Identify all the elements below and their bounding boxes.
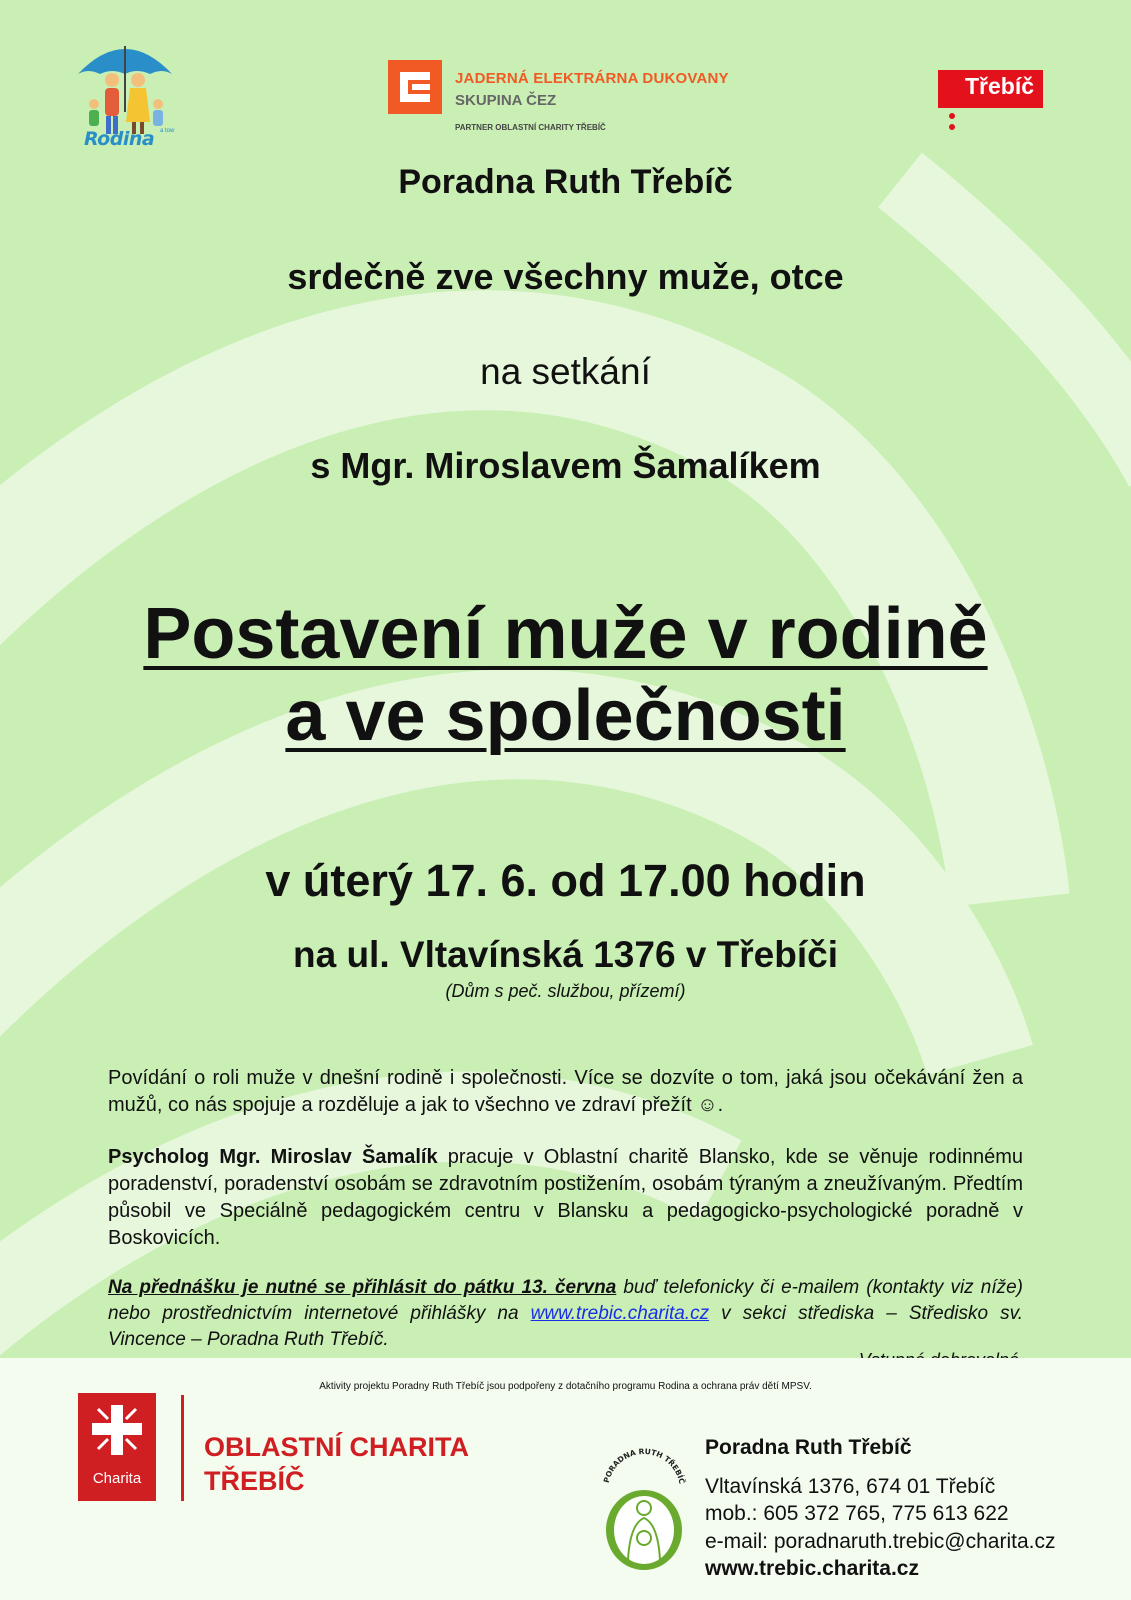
registration-deadline: Na přednášku je nutné se přihlásit do pátku 13. června [108, 1277, 617, 1298]
rodina-logo-superscript: a tow [160, 128, 175, 134]
speaker-bio-text: pracuje v Oblastní charitě Blansko, kde se věnuje rodinnému poradenství, poradenství osobám se zdravotním postižením, osobám týraným a zneužívaným. Předtím působil ve Speciálně pedagogickém centru v Blansku a pedagogicko-psychologické poradně v Boskovicích. [108, 1146, 1023, 1249]
contact-website[interactable]: www.trebic.charita.cz [705, 1557, 919, 1580]
registration-paragraph [108, 1275, 1023, 1353]
contact-email[interactable]: e-mail: poradnaruth.trebic@charita.cz [705, 1530, 1056, 1553]
cez-logo-icon [388, 60, 442, 114]
charita-name-line2: TŘEBÍČ [204, 1466, 305, 1496]
meeting-line: na setkání [480, 351, 651, 392]
cez-logo-line1: JADERNÁ ELEKTRÁRNA DUKOVANY [455, 70, 729, 87]
registration-text-end: v sekci střediska – Středisko sv. Vincence – Poradna Ruth Třebíč. [108, 1303, 1023, 1350]
speaker-line: s Mgr. Miroslavem Šamalíkem [310, 445, 821, 486]
place-line: na ul. Vltavínská 1376 v Třebíči [293, 934, 838, 975]
date-line: v úterý 17. 6. od 17.00 hodin [265, 855, 866, 906]
description-paragraph: Povídání o roli muže v dnešní rodině i společnosti. Více se dozvíte o tom, jaká jsou očekávání žen a mužů, co nás spojuje a rozděluje a jak to všechno ve zdraví přežít ☺. [108, 1067, 1023, 1116]
support-note: Aktivity projektu Poradny Ruth Třebíč jsou podpořeny z dotačního programu Rodina a ochrana práv dětí MPSV. [319, 1381, 812, 1392]
charita-cross-icon [78, 1393, 156, 1463]
organizer-heading: Poradna Ruth Třebíč [398, 163, 733, 201]
rodina-logo-text: Rodina [84, 128, 155, 150]
ruth-logo-text: PORADNA RUTH TŘEBÍČ [601, 1446, 687, 1485]
poradna-ruth-logo [598, 1442, 690, 1572]
trebic-dot-icon [949, 124, 955, 130]
trebic-dot-icon [949, 97, 955, 103]
trebic-dot-icon [949, 86, 955, 92]
place-note: (Dům s peč. službou, přízemí) [445, 981, 686, 1001]
cez-partner-note: PARTNER OBLASTNÍ CHARITY TŘEBÍČ [455, 123, 606, 132]
contact-heading: Poradna Ruth Třebíč [705, 1436, 912, 1459]
trebic-dot-icon [949, 113, 955, 119]
charita-logo-text: Charita [92, 1470, 142, 1487]
invite-line: srdečně zve všechny muže, otce [287, 256, 844, 297]
lecture-title-line1: Postavení muže v rodině [143, 594, 988, 674]
contact-phone: mob.: 605 372 765, 775 613 622 [705, 1502, 1009, 1525]
registration-link[interactable]: www.trebic.charita.cz [530, 1303, 710, 1324]
lecture-title [0, 593, 1131, 757]
trebic-logo-text: Třebíč [965, 73, 1035, 99]
svg-text:PORADNA RUTH TŘEBÍČ [602, 1447, 687, 1485]
registration-text: buď telefonicky či e-mailem (kontakty viz níže) nebo prostřednictvím internetové přihlášky na [108, 1277, 1023, 1324]
lecture-title-line2: a ve společnosti [285, 676, 846, 756]
trebic-dot-icon [949, 75, 955, 81]
contact-address: Vltavínská 1376, 674 01 Třebíč [705, 1475, 996, 1498]
speaker-bio-paragraph [108, 1144, 1023, 1252]
charita-name-line1: OBLASTNÍ CHARITA [204, 1432, 469, 1462]
cez-logo-line2: SKUPINA ČEZ [455, 92, 557, 109]
charita-divider [181, 1395, 184, 1501]
speaker-bio-name: Psycholog Mgr. Miroslav Šamalík [108, 1146, 438, 1168]
